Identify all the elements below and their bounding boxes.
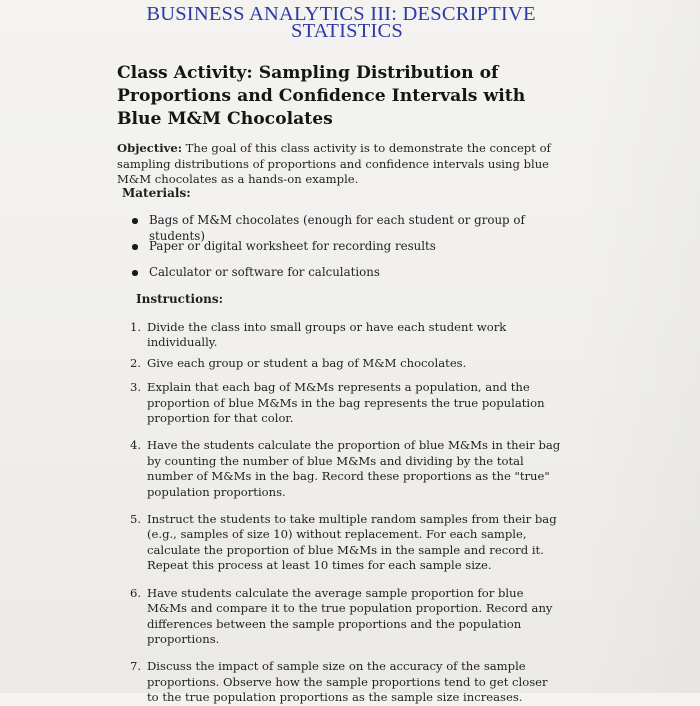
step-number: 6.	[130, 585, 142, 600]
step-text: Give each group or student a bag of M&M chocolates.	[147, 355, 467, 370]
step-number: 2.	[130, 355, 142, 370]
step-number: 4.	[130, 438, 142, 453]
list-item: Calculator or software for calculations	[130, 264, 570, 290]
objective-paragraph	[117, 141, 562, 188]
materials-heading: Materials:	[122, 186, 191, 200]
step-text: Have students calculate the average sample proportion for blue M&Ms and compare it to the true population proportion. Record any differences between the sample proportions and the population proportions.	[147, 585, 553, 646]
step-text: Explain that each bag of M&Ms represents a population, and the proportion of blue M&Ms in the bag represents the true population proportion for that color.	[147, 380, 545, 426]
activity-title: Class Activity: Sampling Distribution of Proportions and Confidence Intervals with Blue M&M Chocolates	[117, 63, 526, 129]
instructions-list	[130, 320, 562, 706]
step-number: 7.	[130, 659, 142, 674]
objective-label: Objective:	[117, 141, 182, 155]
instructions-heading: Instructions:	[136, 292, 224, 306]
course-title-line-1: BUSINESS ANALYTICS III: DESCRIPTIVE	[146, 3, 536, 25]
instruction-step	[130, 659, 562, 705]
course-header	[0, 3, 700, 42]
step-text: Instruct the students to take multiple random samples from their bag (e.g., samples of size 10) without replacement. For each sample, calculate the proportion of blue M&Ms in the sample and record it. Repeat this process at least 10 times for each sample size.	[147, 512, 557, 573]
instruction-step	[130, 512, 562, 574]
list-item: Paper or digital worksheet for recording results	[130, 238, 570, 264]
step-number: 3.	[130, 380, 142, 395]
step-text: Have the students calculate the proportion of blue M&Ms in their bag by counting the number of blue M&Ms and dividing by the total number of M&Ms in the bag. Record these proportions as the "true" population proportions.	[147, 438, 561, 499]
instruction-step	[130, 320, 562, 351]
instruction-step	[130, 356, 562, 371]
instruction-step	[130, 380, 562, 426]
step-text: Divide the class into small groups or have each student work individually.	[147, 320, 507, 350]
photo-shading	[580, 0, 700, 693]
step-text: Discuss the impact of sample size on the accuracy of the sample proportions. Observe how the sample proportions tend to get closer to the true population proportions as the sample size increases.	[147, 659, 548, 705]
materials-list	[130, 212, 570, 290]
instruction-step	[130, 438, 562, 500]
step-number: 1.	[130, 320, 142, 334]
course-title-line-2: STATISTICS	[291, 20, 403, 42]
list-item: Bags of M&M chocolates (enough for each student or group of students)	[130, 212, 570, 238]
instruction-step	[130, 586, 562, 648]
step-number: 5.	[130, 512, 142, 527]
objective-text: The goal of this class activity is to demonstrate the concept of sampling distributions of proportions and confidence intervals using blue M&M chocolates as a hands-on example.	[117, 141, 551, 186]
